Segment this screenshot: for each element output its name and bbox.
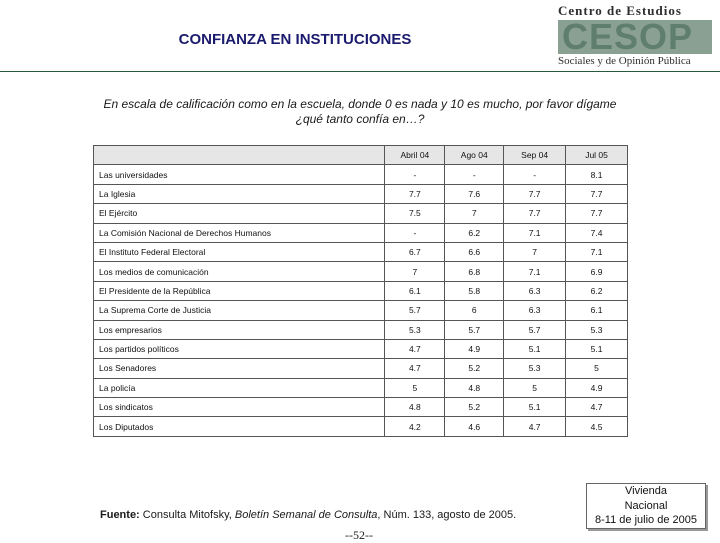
score-cell: 5.2 [445,398,504,417]
institution-label: Los Senadores [94,359,319,378]
header-blank [94,146,385,165]
score-cell: 7.7 [504,204,566,223]
score-cell: 5.1 [566,339,628,358]
score-cell: 4.7 [385,359,445,378]
source-citation [100,509,516,521]
logo-sub-text: Sociales y de Opinión Pública [558,55,691,67]
score-cell: 5.1 [504,339,566,358]
institution-label: Los sindicatos [94,398,319,417]
score-cell: 4.8 [385,398,445,417]
score-cell: 6.1 [566,301,628,320]
score-cell: 5.7 [385,301,445,320]
score-cell: 4.8 [445,378,504,397]
survey-question [40,97,680,127]
score-cell: 7 [385,262,445,281]
score-cell: 6.8 [445,262,504,281]
table-row [94,398,628,417]
score-cell: 6 [445,301,504,320]
score-cell: 7.4 [566,223,628,242]
table-row [94,165,628,184]
institution-label: La policía [94,378,319,397]
column-header: Jul 05 [566,146,628,165]
question-line-2: ¿qué tanto confía en…? [295,112,425,126]
score-cell: 7.6 [445,184,504,203]
score-cell: - [504,165,566,184]
score-cell: 5.1 [504,398,566,417]
page-number: --52-- [345,528,373,542]
institution-label: Los medios de comunicación [94,262,319,281]
institution-label: Los empresarios [94,320,319,339]
score-cell: 4.2 [385,417,445,436]
score-cell: 5 [504,378,566,397]
score-cell: 4.7 [504,417,566,436]
score-cell: 6.3 [504,301,566,320]
page-title: CONFIANZA EN INSTITUCIONES [178,31,412,48]
question-line-1: En escala de calificación como en la escuela, donde 0 es nada y 10 es mucho, por favor dígame [103,97,617,111]
note-line-3: 8-11 de julio de 2005 [595,514,697,526]
table-row [94,359,628,378]
note-line-1: Vivienda [625,485,667,497]
score-cell: 6.1 [385,281,445,300]
institution-label: Las universidades [94,165,319,184]
score-cell: 5 [385,378,445,397]
institution-label: El Ejército [94,204,319,223]
score-cell: 7.1 [504,223,566,242]
header-divider [0,71,720,72]
score-cell: 4.7 [566,398,628,417]
score-cell: 5.3 [385,320,445,339]
table-row [94,242,628,261]
table-row [94,301,628,320]
table-row [94,281,628,300]
table-header-row [94,146,628,165]
table-row [94,262,628,281]
source-post: , Núm. 133, agosto de 2005. [377,509,517,521]
table-row [94,223,628,242]
column-header: Sep 04 [504,146,566,165]
score-cell: 4.9 [566,378,628,397]
score-cell: 5.7 [504,320,566,339]
score-cell: 6.2 [445,223,504,242]
score-cell: 6.2 [566,281,628,300]
table-row [94,184,628,203]
source-label: Fuente: [100,509,140,521]
source-publication: Boletín Semanal de Consulta [234,509,378,521]
score-cell: 7.7 [566,204,628,223]
score-cell: 7.5 [385,204,445,223]
institution-label: La Comisión Nacional de Derechos Humanos [94,223,319,242]
table-row [94,339,628,358]
table-row [94,204,628,223]
score-cell: 7.1 [566,242,628,261]
score-cell: 4.6 [445,417,504,436]
institution-label: El Instituto Federal Electoral [94,242,319,261]
column-header: Abril 04 [385,146,445,165]
institution-label: El Presidente de la República [94,281,319,300]
score-cell: - [385,223,445,242]
score-cell: 6.7 [385,242,445,261]
score-cell: 5.7 [445,320,504,339]
institution-label: Los Diputados [94,417,319,436]
institution-label: Los partidos políticos [94,339,319,358]
note-line-2: Nacional [624,499,668,512]
score-cell: 6.9 [566,262,628,281]
institution-label: La Iglesia [94,184,319,203]
source-pre: Consulta Mitofsky, [139,509,235,521]
logo-big-text: CESOP [562,16,694,57]
confidence-table [93,145,628,437]
institution-label: La Suprema Corte de Justicia [94,301,319,320]
table-row [94,320,628,339]
survey-note-box [586,483,706,529]
table-row [94,378,628,397]
score-cell: 6.3 [504,281,566,300]
score-cell: 7.1 [504,262,566,281]
score-cell: 5.2 [445,359,504,378]
score-cell: 5.8 [445,281,504,300]
score-cell: 5.3 [504,359,566,378]
score-cell: 8.1 [566,165,628,184]
score-cell: - [445,165,504,184]
score-cell: 5 [566,359,628,378]
logo-top-text: Centro de Estudios [558,3,682,18]
score-cell: 7.7 [566,184,628,203]
score-cell: 4.7 [385,339,445,358]
score-cell: 7.7 [385,184,445,203]
score-cell: 4.5 [566,417,628,436]
table-row [94,417,628,436]
score-cell: 7 [445,204,504,223]
score-cell: 7 [504,242,566,261]
score-cell: - [385,165,445,184]
score-cell: 5.3 [566,320,628,339]
column-header: Ago 04 [445,146,504,165]
cesop-logo [554,3,716,69]
score-cell: 7.7 [504,184,566,203]
score-cell: 6.6 [445,242,504,261]
score-cell: 4.9 [445,339,504,358]
